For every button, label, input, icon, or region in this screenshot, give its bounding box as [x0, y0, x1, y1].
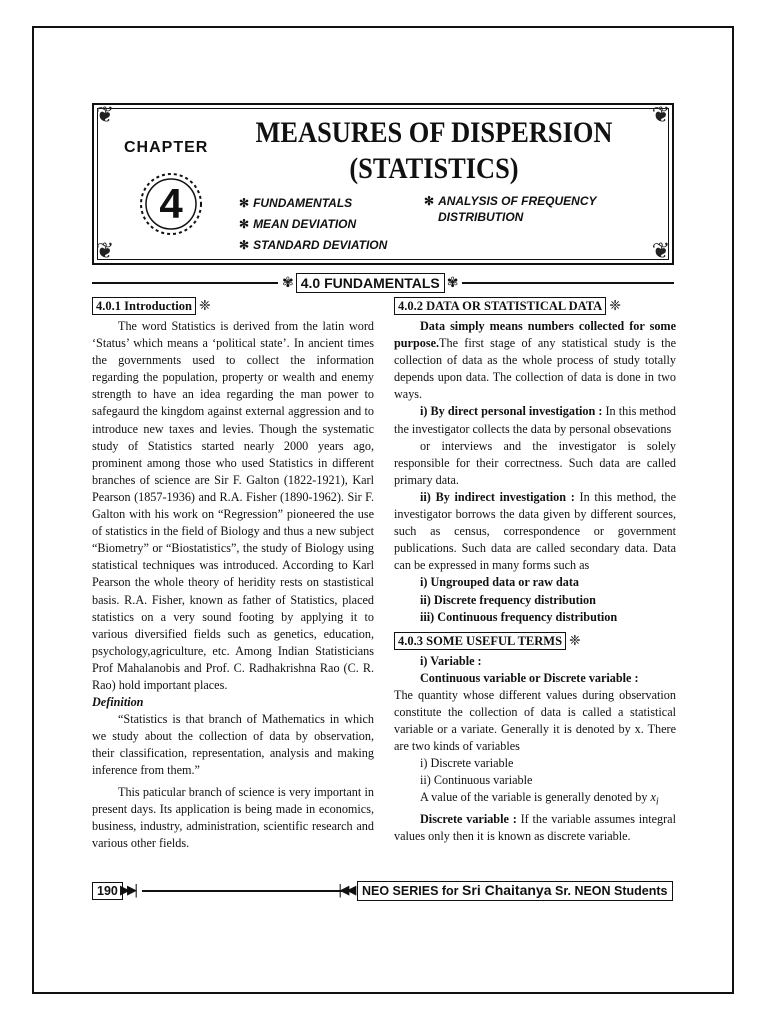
chapter-number: 4: [159, 180, 183, 227]
intro-paragraph: The word Statistics is derived from the latin word ‘Status’ which means a ‘political state’. In ancient times the governments used to collect the information regarding the population, property or wealth and enemy strength to have an idea regarding the man power to safegaurd the kingdom against external aggression and to introduce new taxes and levies. Though the systematic study of Statistics started nearly 2000 years ago, prominent among those who used Statistics in different branches of science are Sir F. Galton (1822-1921), Karl Pearson (1857-1936) and R.A. Fisher (1890-1962). Sir F. Galton with his work on “Regression” pioneered the use of statistics in the field of Biology and thus a new subject “Biometry” or “Biostatistics”, the study of Biology using statistical techniques was introduced. According to Karl Pearson the whole theory of heridity rests on stastistical basis. R.A. Fisher, known as father of Statistics, placed statistics on a very sound footing by applying it to various diversified fields such as genetics, education, psychology,agriculture, etc. Among Indian Statisticians Prof Mahalanobis and Prof. C. Radhakrishna Rao (C. R. Rao) hold important places.: [92, 319, 374, 692]
left-column: [92, 297, 374, 852]
page-number: 190: [92, 882, 123, 900]
intro-heading-row: [92, 297, 374, 317]
variable-heading: i) Variable :: [420, 653, 482, 668]
chapter-title: [249, 115, 619, 187]
corner-ornament-icon: ❦: [651, 103, 671, 128]
data-form-item: i) Ungrouped data or raw data: [420, 575, 580, 590]
data-heading: 4.0.2 DATA OR STATISTICAL DATA: [394, 297, 606, 315]
topic-list-right: [424, 193, 597, 225]
importance-paragraph: This paticular branch of science is very important in present days. Its application is being made in economics, business, industry, administration, scientific research and various other fields.: [92, 784, 374, 850]
flourish-icon: ❈: [569, 633, 581, 650]
variable-notation: A value of the variable is generally denoted by $x_i$: [420, 790, 659, 808]
topic-item-continuation: DISTRIBUTION: [438, 210, 524, 224]
footer-rule: [142, 890, 342, 892]
corner-ornament-icon: ❦: [651, 239, 671, 264]
data-form-item: ii) Discrete frequency distribution: [420, 592, 596, 607]
asterisk-icon: ✻: [239, 238, 250, 252]
corner-ornament-icon: ❦: [95, 103, 115, 128]
topic-item: ✻ STANDARD DEVIATION: [239, 238, 388, 252]
chapter-label: CHAPTER: [124, 139, 209, 156]
ornament-icon: ✾: [446, 275, 459, 291]
data-heading-row: [394, 297, 676, 317]
continuous-discrete-heading: Continuous variable or Discrete variable :: [420, 670, 639, 685]
asterisk-icon: ✻: [239, 196, 250, 210]
flourish-icon: ❈: [609, 298, 621, 315]
chapter-title-line-2: (STATISTICS): [349, 152, 519, 185]
variable-kind-item: ii) Continuous variable: [420, 773, 533, 788]
terms-heading: 4.0.3 SOME USEFUL TERMS: [394, 632, 566, 650]
discrete-variable-paragraph: Discrete variable : If the variable assumes integral values only then it is known as discrete variable.: [394, 811, 676, 844]
brand-name: Sri Chaitanya: [462, 882, 552, 898]
intro-heading: 4.0.1 Introduction: [92, 297, 196, 315]
topic-list-left: [239, 193, 387, 256]
topic-item: ✻ FUNDAMENTALS: [239, 196, 353, 210]
arrow-right-icon: ▶▶|: [120, 883, 136, 898]
topic-item: ✻ ANALYSIS OF FREQUENCY: [424, 194, 597, 208]
section-title: 4.0 FUNDAMENTALS: [296, 273, 445, 293]
data-lead-paragraph: Data simply means numbers collected for some purpose.The first stage of any statistical study is the collection of data as the whole process of study totally depends upon data. The collection of data is done in two ways.: [394, 319, 676, 402]
chapter-header: [92, 103, 674, 265]
direct-investigation-paragraph: i) By direct personal investigation : In this method the investigator collects the data by personal obsevations: [394, 404, 676, 436]
direct-investigation-continued: or interviews and the investigator is solely responsible for their correctness. Such data are called primary data.: [394, 438, 676, 487]
terms-heading-row: [394, 632, 676, 652]
variable-kind-item: i) Discrete variable: [420, 756, 514, 771]
corner-ornament-icon: ❦: [95, 239, 115, 264]
chapter-number-badge: [138, 171, 204, 237]
series-label: NEO SERIES for Sri Chaitanya Sr. NEON Students: [357, 881, 673, 901]
flourish-icon: ❈: [198, 298, 211, 315]
topic-item: ✻ MEAN DEVIATION: [239, 217, 357, 231]
asterisk-icon: ✻: [424, 194, 435, 208]
indirect-investigation-paragraph: ii) By indirect investigation : In this method, the investigator borrows the data given by different sources, such as census, correspondence or government publications. Such data are called secondary data. Data can be expressed in many forms such as: [394, 489, 676, 573]
asterisk-icon: ✻: [239, 217, 250, 231]
data-form-item: iii) Continuous frequency distribution: [420, 609, 618, 624]
ornament-icon: ✾: [282, 275, 294, 291]
section-heading: [278, 273, 462, 293]
definition-heading: Definition: [92, 695, 144, 710]
variable-definition: The quantity whose different values during observation constitute the collection of data is called a statistical variable or a variate. Generally it is denoted by x. There are two kinds of variables: [394, 687, 676, 754]
arrow-left-icon: |◀◀: [338, 883, 354, 898]
definition-text: “Statistics is that branch of Mathematics in which we study about the collection of data by observation, their classification, representation, analysis and making inference from them.”: [92, 712, 374, 778]
right-column: [394, 297, 676, 845]
chapter-title-line-1: MEASURES OF DISPERSION: [255, 116, 613, 149]
